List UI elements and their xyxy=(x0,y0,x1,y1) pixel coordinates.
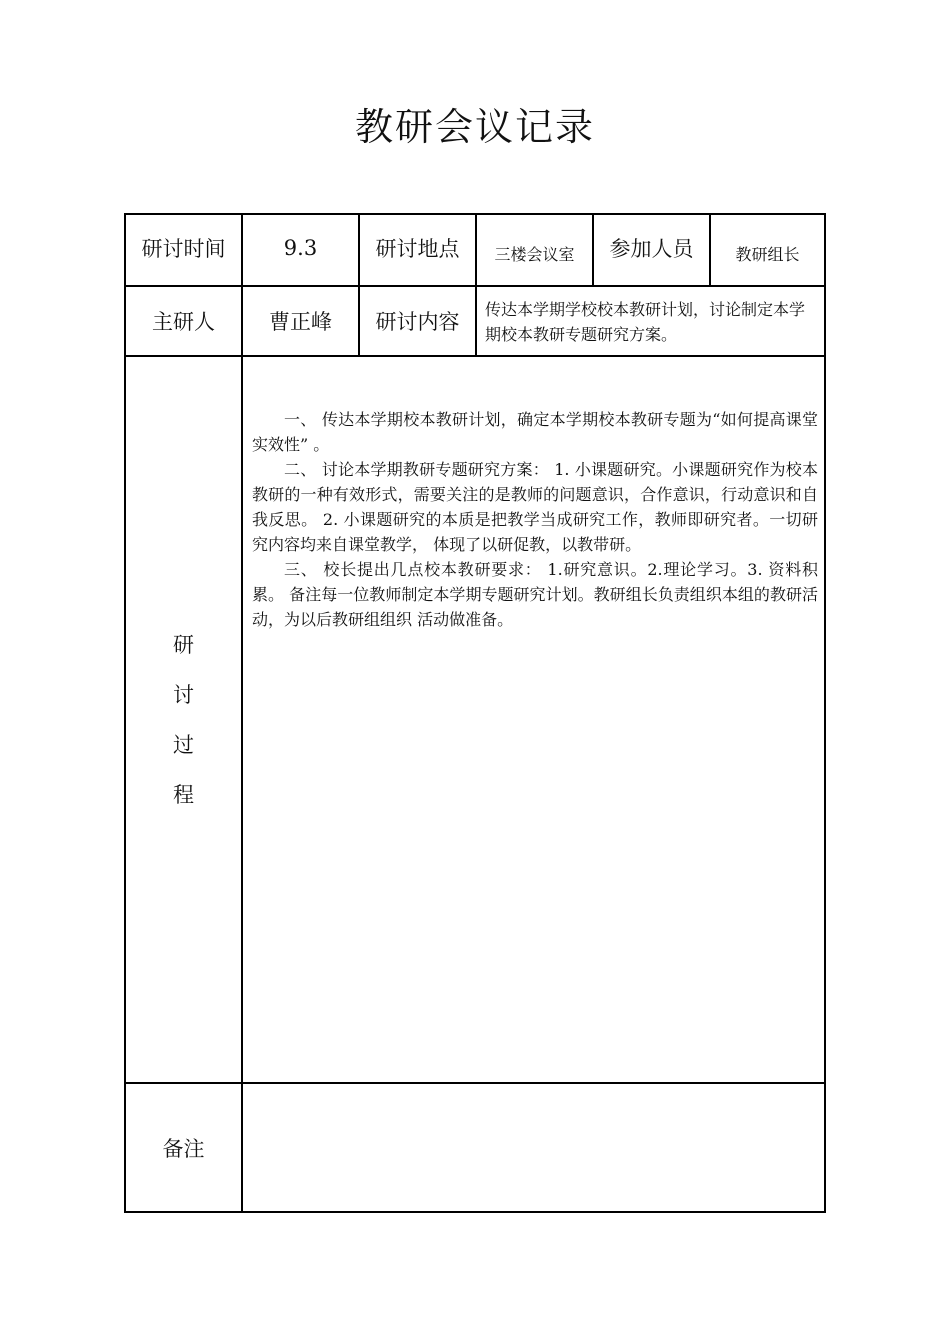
remarks-value xyxy=(243,1084,824,1211)
process-label-cell xyxy=(126,357,241,1083)
host-label: 主研人 xyxy=(152,310,215,334)
page-title: 教研会议记录 xyxy=(354,105,595,149)
record-table xyxy=(124,213,826,1213)
process-content xyxy=(252,407,818,632)
process-label: 研讨过程 xyxy=(173,633,194,807)
host-value: 曹正峰 xyxy=(269,310,332,334)
content-value: 传达本学期学校校本教研计划，讨论制定本学期校本教研专题研究方案。 xyxy=(485,300,806,344)
time-label: 研讨时间 xyxy=(141,237,226,261)
place-value: 三楼会议室 xyxy=(494,244,575,264)
process-paragraph: 三、 校长提出几点校本教研要求： 1.研究意识。2.理论学习。3. 资料积累。 备注每一位教师制定本学期专题研究计划。教研组长负责组织本组的教研活动，为以后教研组组织 活动做准备。 xyxy=(252,560,818,629)
column-divider xyxy=(241,215,243,1211)
place-label: 研讨地点 xyxy=(375,237,460,261)
content-label: 研讨内容 xyxy=(375,310,460,334)
people-label: 参加人员 xyxy=(609,237,694,261)
people-value: 教研组长 xyxy=(735,244,800,264)
process-paragraph: 二、 讨论本学期教研专题研究方案： 1. 小课题研究。小课题研究作为校本教研的一种有效形式，需要关注的是教师的问题意识，合作意识，行动意识和自我反思。 2. 小课题研究的本质是把教学当成研究工作，教师即研究者。一切研究内容均来自课堂教学， 体现了以研促教，以教带研。 xyxy=(252,460,818,554)
process-paragraph: 一、 传达本学期校本教研计划，确定本学期校本教研专题为“如何提高课堂实效性” 。 xyxy=(252,410,818,454)
time-value: 9.3 xyxy=(283,236,318,260)
remarks-label: 备注 xyxy=(162,1136,205,1161)
